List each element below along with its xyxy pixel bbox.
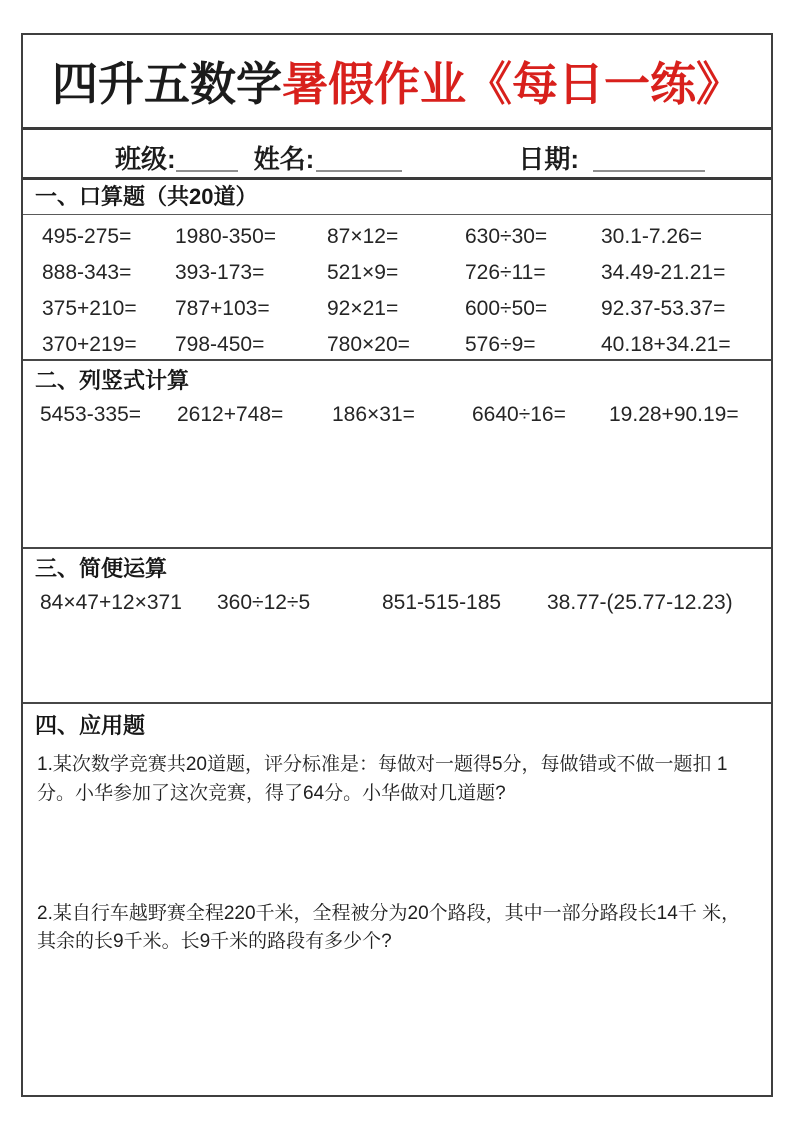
oral-problem: 780×20= (327, 333, 410, 356)
oral-problem: 576÷9= (465, 333, 536, 356)
section-oral (23, 180, 771, 215)
date-label: 日期: (518, 144, 580, 174)
vertical-problem: 19.28+90.19= (609, 403, 739, 427)
simplify-problem: 38.77-(25.77-12.23) (547, 591, 733, 615)
student-info-bar (23, 130, 771, 180)
oral-problem: 92.37-53.37= (601, 297, 726, 320)
oral-problem: 787+103= (175, 297, 270, 320)
section-oral-heading: 一、口算题（共20道） (35, 183, 258, 209)
oral-problem: 1980-350= (175, 225, 277, 248)
date-blank-line (593, 170, 705, 172)
class-blank-line (176, 170, 238, 172)
oral-problem: 726÷11= (465, 261, 546, 284)
title-black-part: 四升五数学 (52, 58, 282, 110)
oral-problem: 798-450= (175, 333, 265, 356)
section-vertical-heading: 二、列竖式计算 (35, 368, 190, 393)
oral-problem: 34.49-21.21= (601, 261, 726, 284)
title-red-part: 暑假作业《每日一练》 (282, 58, 742, 110)
section-vertical (23, 361, 771, 549)
name-blank-line (316, 170, 402, 172)
oral-problem: 30.1-7.26= (601, 225, 703, 248)
section-simplify (23, 549, 771, 704)
vertical-problem: 2612+748= (177, 403, 284, 427)
oral-problem: 370+219= (42, 333, 137, 356)
name-label: 姓名: (253, 144, 315, 174)
oral-problems-grid (23, 215, 771, 361)
word-problem-1: 1.某次数学竞赛共20道题，评分标准是：每做对一题得5分，每做错或不做一题扣 1分。小华参加了这次竞赛，得了64分。小华做对几道题? (37, 754, 728, 804)
oral-problem: 92×21= (327, 297, 399, 320)
oral-problem: 600÷50= (465, 297, 548, 320)
oral-problem: 40.18+34.21= (601, 333, 731, 356)
class-label: 班级: (115, 144, 176, 174)
worksheet-page (21, 33, 773, 1097)
simplify-problem: 360÷12÷5 (217, 591, 311, 615)
section-word-heading: 四、应用题 (35, 713, 146, 738)
oral-problem: 393-173= (175, 261, 265, 284)
oral-problem: 521×9= (327, 261, 399, 284)
oral-problem: 888-343= (42, 261, 132, 284)
simplify-problems-row (23, 591, 771, 615)
simplify-problem: 84×47+12×371 (40, 591, 182, 615)
word-problem-2: 2.某自行车越野赛全程220千米，全程被分为20个路段，其中一部分路段长14千 米，其余的长9千米。长9千米的路段有多少个? (37, 902, 741, 952)
simplify-problem: 851-515-185 (382, 591, 502, 615)
worksheet-title (23, 35, 771, 130)
oral-problem: 630÷30= (465, 225, 548, 248)
section-word (23, 704, 771, 1084)
oral-problem: 495-275= (42, 225, 132, 248)
oral-problem: 375+210= (42, 297, 137, 320)
vertical-problem: 186×31= (332, 403, 415, 427)
vertical-problem: 5453-335= (40, 403, 142, 427)
vertical-problem: 6640÷16= (472, 403, 566, 427)
vertical-problems-row (23, 403, 771, 427)
section-simplify-heading: 三、简便运算 (35, 556, 168, 581)
oral-problem: 87×12= (327, 225, 399, 248)
